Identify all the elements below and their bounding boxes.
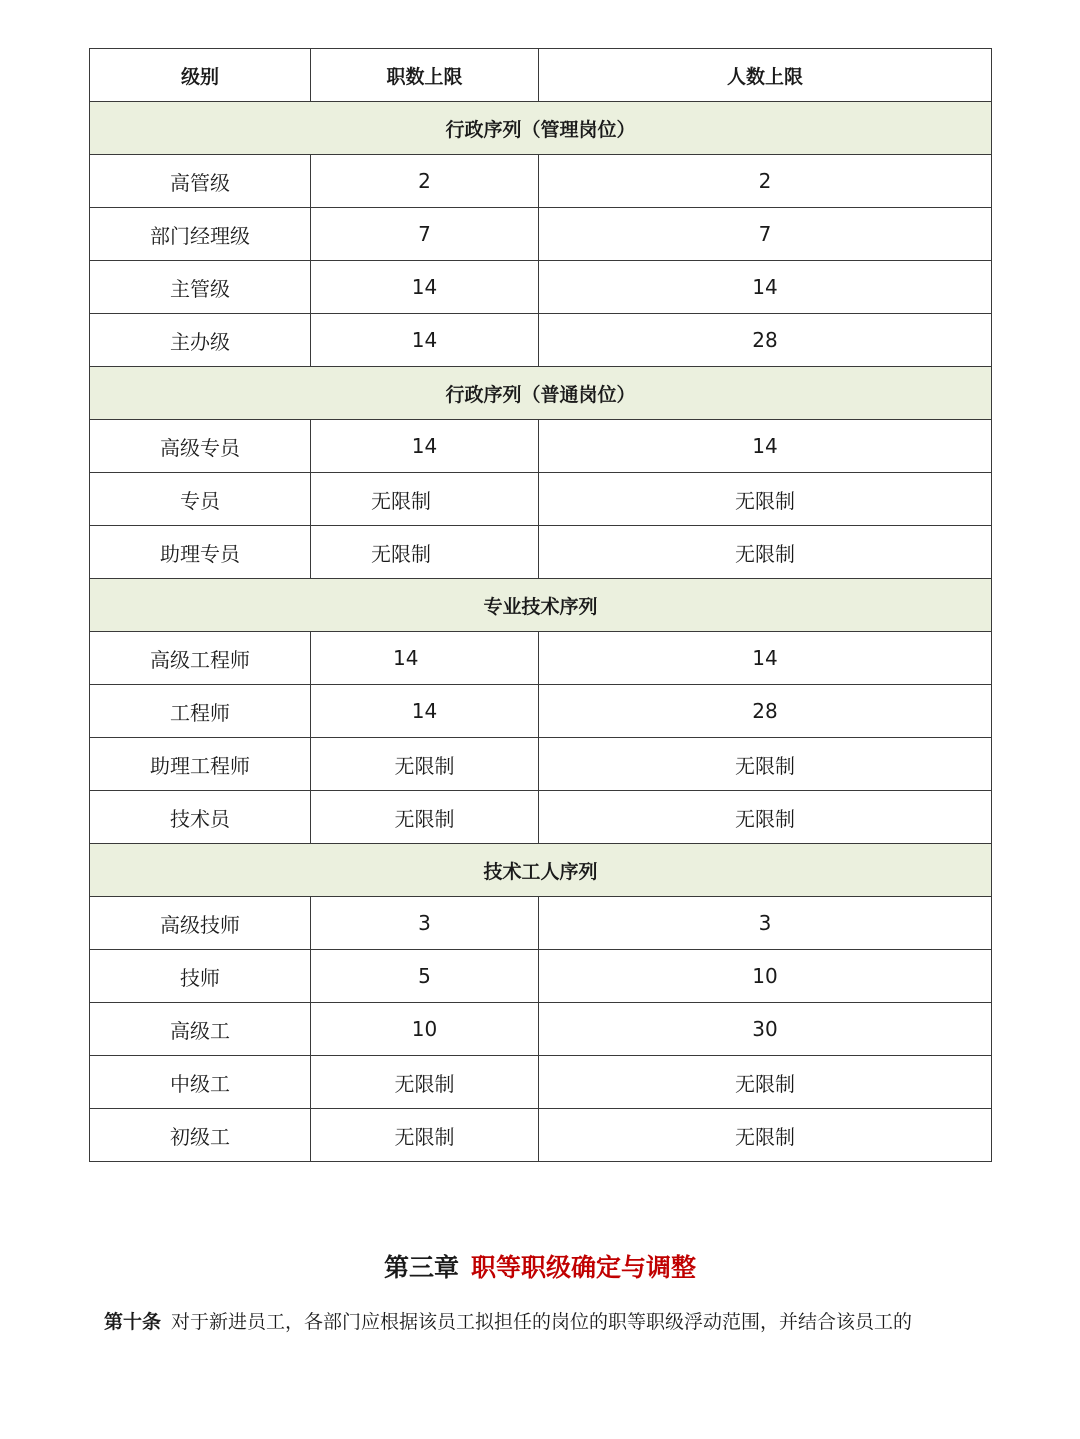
level-cell: 助理专员 — [90, 526, 311, 579]
level-cell: 初级工 — [90, 1109, 311, 1162]
people-limit-cell: 14 — [539, 632, 992, 685]
section-row — [90, 367, 992, 420]
table-row — [90, 420, 992, 473]
table-row — [90, 685, 992, 738]
people-limit-cell: 30 — [539, 1003, 992, 1056]
position-limit-cell: 14 — [311, 632, 539, 685]
section-title: 专业技术序列 — [90, 579, 992, 632]
people-limit-cell: 14 — [539, 261, 992, 314]
people-limit-cell: 7 — [539, 208, 992, 261]
people-limit-cell: 28 — [539, 314, 992, 367]
position-limit-cell: 7 — [311, 208, 539, 261]
table-row — [90, 950, 992, 1003]
position-limit-cell: 无限制 — [311, 526, 539, 579]
level-cell: 高级专员 — [90, 420, 311, 473]
table-header-row — [90, 49, 992, 102]
people-limit-cell: 3 — [539, 897, 992, 950]
table-row — [90, 261, 992, 314]
people-limit-cell: 2 — [539, 155, 992, 208]
people-limit-cell: 28 — [539, 685, 992, 738]
level-cell: 高管级 — [90, 155, 311, 208]
article-label: 第十条 — [104, 1311, 162, 1333]
level-cell: 主管级 — [90, 261, 311, 314]
position-limit-cell: 14 — [311, 685, 539, 738]
level-cell: 技师 — [90, 950, 311, 1003]
level-cell: 高级技师 — [90, 897, 311, 950]
table-row — [90, 632, 992, 685]
level-cell: 专员 — [90, 473, 311, 526]
chapter-heading — [0, 1248, 1080, 1288]
table-row — [90, 897, 992, 950]
position-limit-cell: 3 — [311, 897, 539, 950]
chapter-number: 第三章 — [383, 1253, 459, 1282]
grade-limit-table — [89, 48, 992, 1162]
section-title: 技术工人序列 — [90, 844, 992, 897]
position-limit-cell: 无限制 — [311, 1109, 539, 1162]
people-limit-cell: 无限制 — [539, 1109, 992, 1162]
section-title: 行政序列（管理岗位） — [90, 102, 992, 155]
section-row — [90, 102, 992, 155]
position-limit-cell: 无限制 — [311, 738, 539, 791]
chapter-title: 职等职级确定与调整 — [471, 1253, 697, 1282]
people-limit-cell: 无限制 — [539, 1056, 992, 1109]
position-limit-cell: 14 — [311, 314, 539, 367]
position-limit-cell: 无限制 — [311, 473, 539, 526]
position-limit-cell: 10 — [311, 1003, 539, 1056]
position-limit-cell: 5 — [311, 950, 539, 1003]
level-cell: 高级工程师 — [90, 632, 311, 685]
level-cell: 中级工 — [90, 1056, 311, 1109]
position-limit-cell: 无限制 — [311, 1056, 539, 1109]
position-limit-cell: 14 — [311, 261, 539, 314]
table-row — [90, 1056, 992, 1109]
header-position-limit: 职数上限 — [311, 49, 539, 102]
level-cell: 技术员 — [90, 791, 311, 844]
people-limit-cell: 无限制 — [539, 526, 992, 579]
level-cell: 部门经理级 — [90, 208, 311, 261]
table-row — [90, 526, 992, 579]
people-limit-cell: 无限制 — [539, 791, 992, 844]
level-cell: 主办级 — [90, 314, 311, 367]
header-level: 级别 — [90, 49, 311, 102]
level-cell: 高级工 — [90, 1003, 311, 1056]
article-paragraph — [104, 1306, 1004, 1338]
table-row — [90, 1003, 992, 1056]
table-row — [90, 314, 992, 367]
people-limit-cell: 14 — [539, 420, 992, 473]
article-text: 对于新进员工，各部门应根据该员工拟担任的岗位的职等职级浮动范围，并结合该员工的 — [171, 1311, 913, 1333]
table-row — [90, 738, 992, 791]
table-row — [90, 791, 992, 844]
level-cell: 助理工程师 — [90, 738, 311, 791]
section-row — [90, 844, 992, 897]
position-limit-cell: 无限制 — [311, 791, 539, 844]
people-limit-cell: 10 — [539, 950, 992, 1003]
table-row — [90, 155, 992, 208]
level-cell: 工程师 — [90, 685, 311, 738]
section-title: 行政序列（普通岗位） — [90, 367, 992, 420]
table-row — [90, 473, 992, 526]
table-row — [90, 208, 992, 261]
header-people-limit: 人数上限 — [539, 49, 992, 102]
people-limit-cell: 无限制 — [539, 738, 992, 791]
position-limit-cell: 14 — [311, 420, 539, 473]
people-limit-cell: 无限制 — [539, 473, 992, 526]
position-limit-cell: 2 — [311, 155, 539, 208]
table-row — [90, 1109, 992, 1162]
section-row — [90, 579, 992, 632]
